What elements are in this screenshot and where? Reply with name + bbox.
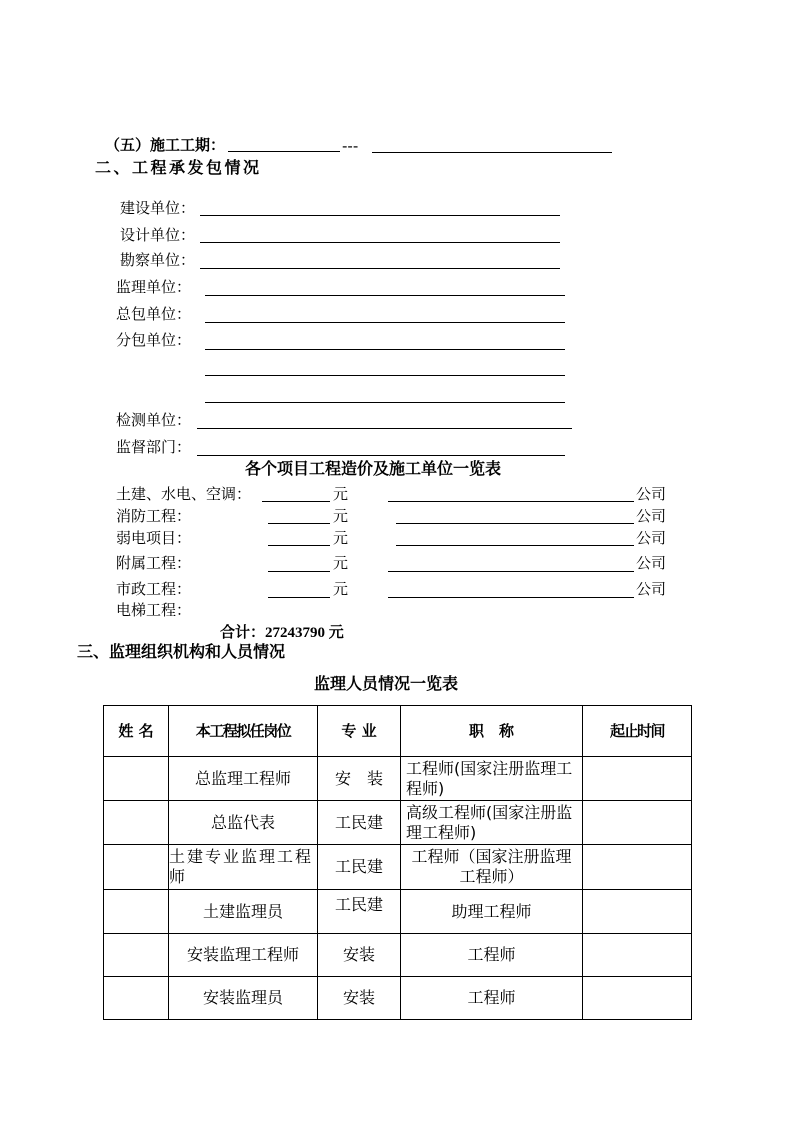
staff-cell-name bbox=[104, 757, 169, 801]
staff-row bbox=[104, 934, 692, 977]
cost-total-amount: 27243790 元 bbox=[265, 625, 344, 641]
cost-company-line-ancillary bbox=[388, 571, 634, 572]
unit-line-subcontractor-2 bbox=[205, 375, 565, 376]
staff-header-position: 本工程拟任岗位 bbox=[169, 706, 318, 757]
cost-unit-municipal: 元 bbox=[333, 580, 349, 598]
staff-cell-period bbox=[583, 890, 692, 934]
staff-cell-period bbox=[583, 934, 692, 977]
staff-cell-specialty: 工民建 bbox=[318, 801, 401, 845]
staff-cell-position: 安装监理员 bbox=[169, 977, 318, 1020]
unit-line-construction bbox=[200, 215, 560, 216]
staff-table-title: 监理人员情况一览表 bbox=[314, 674, 459, 693]
staff-cell-name bbox=[104, 801, 169, 845]
unit-line-supervision bbox=[205, 295, 565, 296]
staff-cell-title: 高级工程师(国家注册监理工程师) bbox=[401, 801, 583, 845]
unit-label-survey: 勘察单位： bbox=[120, 251, 196, 269]
construction-period-end-line bbox=[372, 152, 612, 153]
cost-label-civil-mep-hvac: 土建、水电、空调： bbox=[116, 485, 252, 503]
staff-table bbox=[103, 705, 692, 1020]
cost-list-title: 各个项目工程造价及施工单位一览表 bbox=[245, 459, 502, 478]
staff-header-specialty: 专 业 bbox=[318, 706, 401, 757]
cost-total bbox=[220, 622, 344, 643]
unit-line-general-contractor bbox=[205, 322, 565, 323]
unit-line-subcontractor bbox=[205, 349, 565, 350]
cost-company-suffix-municipal: 公司 bbox=[636, 580, 667, 598]
cost-company-suffix-ancillary: 公司 bbox=[636, 554, 667, 572]
cost-company-line-low-voltage bbox=[396, 545, 634, 546]
unit-line-design bbox=[200, 242, 560, 243]
cost-amount-line-ancillary bbox=[268, 571, 330, 572]
staff-cell-name bbox=[104, 890, 169, 934]
staff-cell-position: 土建监理员 bbox=[169, 890, 318, 934]
staff-cell-period bbox=[583, 757, 692, 801]
staff-cell-position: 土建专业监理工程师 bbox=[169, 845, 318, 890]
cost-unit-ancillary: 元 bbox=[333, 554, 349, 572]
staff-cell-specialty: 工民建 bbox=[318, 845, 401, 890]
staff-cell-position: 总监代表 bbox=[169, 801, 318, 845]
cost-company-suffix-low-voltage: 公司 bbox=[636, 529, 667, 547]
unit-line-testing bbox=[197, 428, 572, 429]
cost-amount-line-municipal bbox=[268, 597, 330, 598]
cost-label-elevator: 电梯工程： bbox=[116, 601, 192, 619]
staff-cell-specialty: 安装 bbox=[318, 977, 401, 1020]
unit-label-construction: 建设单位： bbox=[120, 199, 196, 217]
section-2-heading: 二、工程承发包情况 bbox=[95, 158, 262, 177]
cost-company-line-fire-protection bbox=[396, 523, 634, 524]
staff-cell-title: 工程师（国家注册监理工程师） bbox=[401, 845, 583, 890]
staff-cell-position: 总监理工程师 bbox=[169, 757, 318, 801]
cost-unit-low-voltage: 元 bbox=[333, 529, 349, 547]
unit-line-survey bbox=[200, 268, 560, 269]
staff-header-period: 起止时间 bbox=[583, 706, 692, 757]
staff-row bbox=[104, 890, 692, 934]
staff-header-title: 职 称 bbox=[401, 706, 583, 757]
staff-row bbox=[104, 977, 692, 1020]
construction-period-label: （五）施工工期： bbox=[105, 136, 226, 154]
staff-table-header bbox=[104, 706, 692, 757]
staff-cell-title: 工程师 bbox=[401, 934, 583, 977]
cost-label-ancillary: 附属工程： bbox=[116, 554, 192, 572]
cost-company-suffix-fire-protection: 公司 bbox=[636, 507, 667, 525]
staff-header-name: 姓 名 bbox=[104, 706, 169, 757]
staff-cell-period bbox=[583, 977, 692, 1020]
staff-cell-title: 工程师 bbox=[401, 977, 583, 1020]
staff-row bbox=[104, 757, 692, 801]
cost-company-suffix-civil-mep-hvac: 公司 bbox=[636, 485, 667, 503]
cost-unit-fire-protection: 元 bbox=[333, 507, 349, 525]
staff-cell-specialty: 工民建 bbox=[318, 890, 401, 934]
staff-cell-position: 安装监理工程师 bbox=[169, 934, 318, 977]
staff-cell-period bbox=[583, 845, 692, 890]
staff-cell-specialty: 安 装 bbox=[318, 757, 401, 801]
cost-company-line-municipal bbox=[388, 597, 634, 598]
cost-amount-line-civil-mep-hvac bbox=[262, 501, 330, 502]
staff-cell-specialty: 安装 bbox=[318, 934, 401, 977]
staff-cell-title: 助理工程师 bbox=[401, 890, 583, 934]
staff-cell-period bbox=[583, 801, 692, 845]
cost-label-fire-protection: 消防工程： bbox=[116, 507, 192, 525]
cost-amount-line-low-voltage bbox=[268, 545, 330, 546]
cost-label-municipal: 市政工程： bbox=[116, 580, 192, 598]
unit-line-subcontractor-3 bbox=[205, 402, 565, 403]
cost-amount-line-fire-protection bbox=[268, 523, 330, 524]
section-3-heading: 三、监理组织机构和人员情况 bbox=[77, 642, 286, 661]
construction-period-start-line bbox=[228, 151, 340, 152]
unit-label-general-contractor: 总包单位： bbox=[116, 305, 192, 323]
staff-cell-name bbox=[104, 934, 169, 977]
unit-label-supervision: 监理单位： bbox=[116, 278, 192, 296]
unit-label-testing: 检测单位： bbox=[116, 411, 192, 429]
staff-cell-name bbox=[104, 845, 169, 890]
construction-period-separator: --- bbox=[342, 137, 359, 155]
unit-label-oversight: 监督部门： bbox=[116, 438, 192, 456]
staff-row bbox=[104, 801, 692, 845]
cost-total-label: 合计： bbox=[220, 623, 266, 641]
cost-company-line-civil-mep-hvac bbox=[388, 501, 634, 502]
cost-unit-civil-mep-hvac: 元 bbox=[333, 485, 349, 503]
staff-cell-title: 工程师(国家注册监理工程师) bbox=[401, 757, 583, 801]
staff-cell-name bbox=[104, 977, 169, 1020]
cost-label-low-voltage: 弱电项目： bbox=[116, 529, 192, 547]
unit-line-oversight bbox=[197, 455, 565, 456]
unit-label-subcontractor: 分包单位： bbox=[116, 331, 192, 349]
staff-row bbox=[104, 845, 692, 890]
unit-label-design: 设计单位： bbox=[120, 226, 196, 244]
